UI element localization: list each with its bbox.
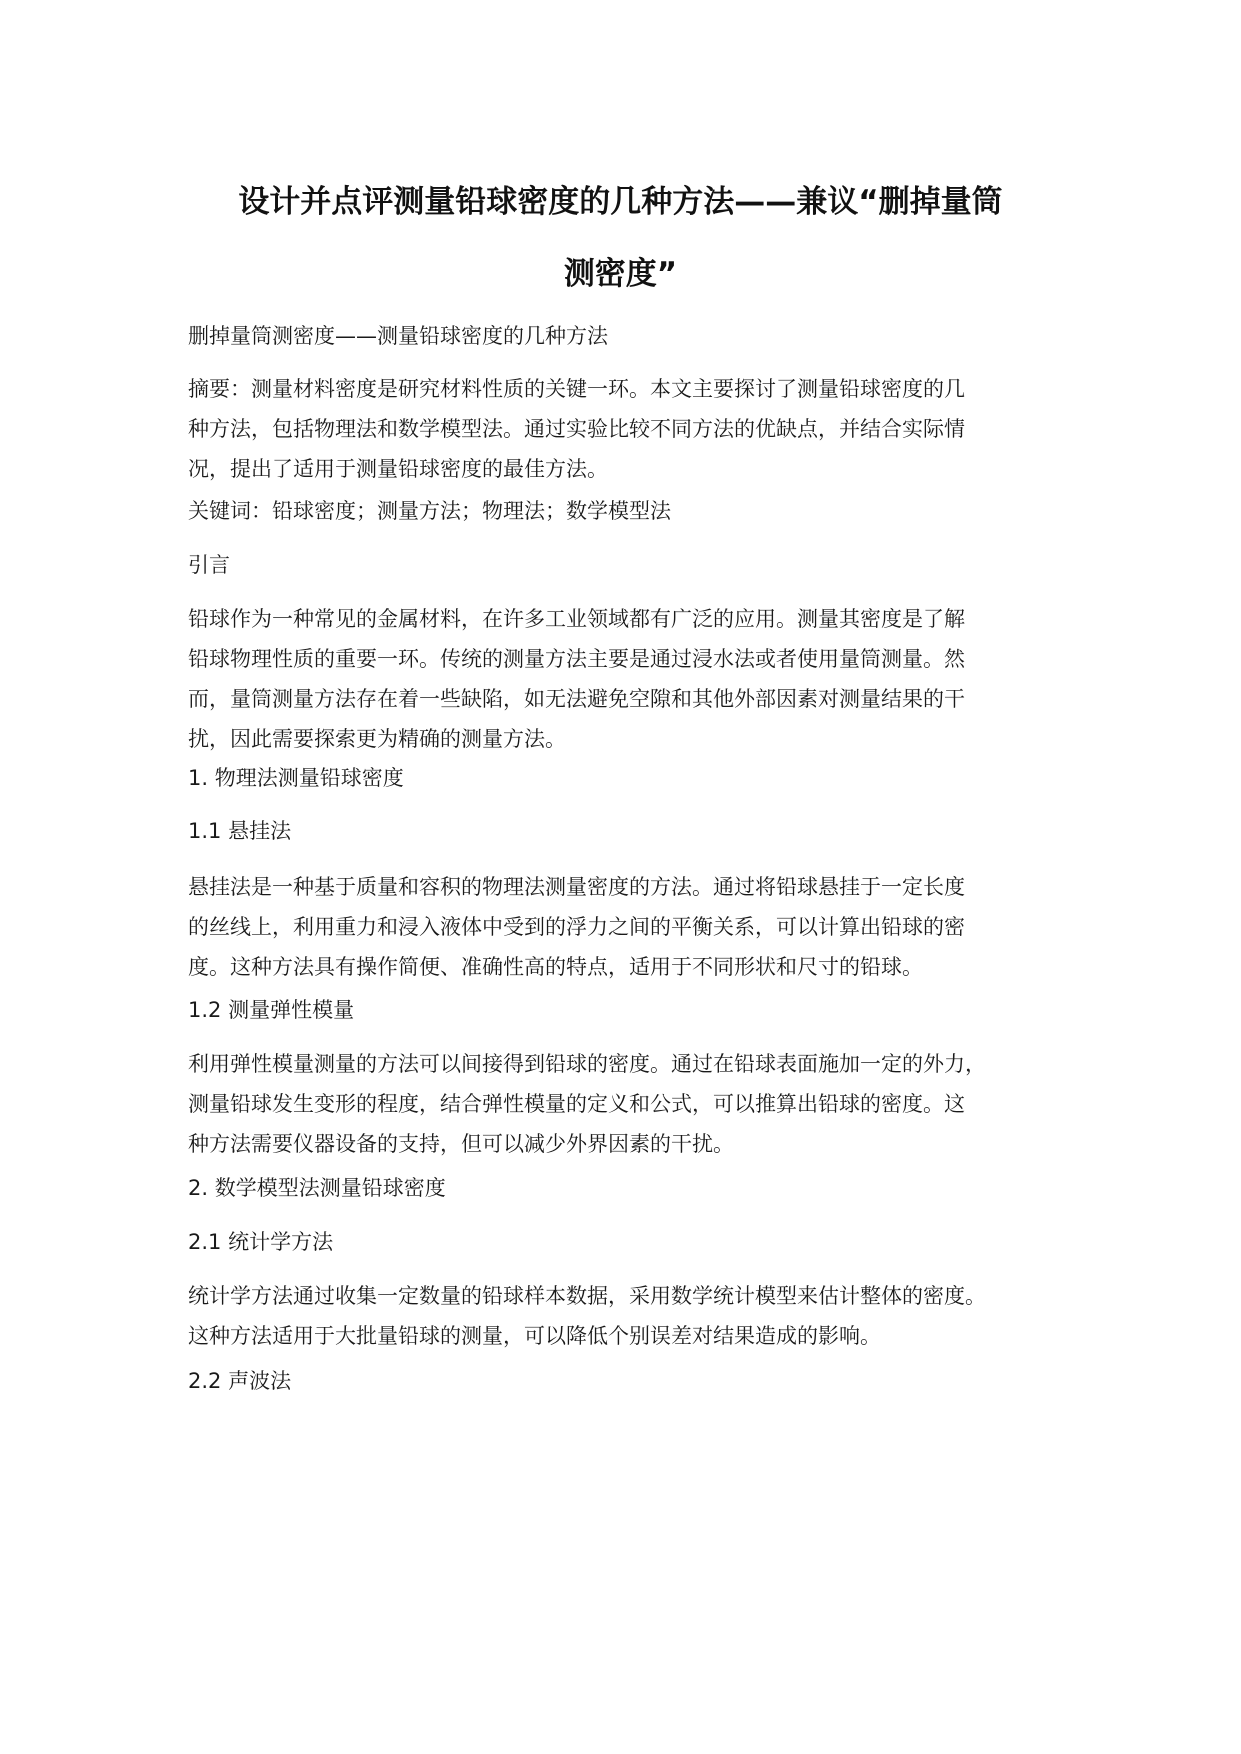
section-2-2-heading: 2.2 声波法: [188, 1369, 292, 1393]
section-1-1-paragraph: [188, 867, 1088, 987]
abstract-paragraph: [188, 369, 1088, 489]
section-1-1-line: 度。这种方法具有操作简便、准确性高的特点，适用于不同形状和尺寸的铅球。: [188, 955, 923, 979]
section-2-1-paragraph: [188, 1276, 1088, 1356]
intro-heading: 引言: [188, 553, 230, 577]
subtitle: 删掉量筒测密度——测量铅球密度的几种方法: [188, 324, 608, 348]
keywords: 关键词：铅球密度；测量方法；物理法；数学模型法: [188, 499, 671, 523]
section-2-1-line: 统计学方法通过收集一定数量的铅球样本数据，采用数学统计模型来估计整体的密度。: [188, 1284, 986, 1308]
section-1-2-line: 利用弹性模量测量的方法可以间接得到铅球的密度。通过在铅球表面施加一定的外力，: [188, 1052, 986, 1076]
section-1-1-heading: 1.1 悬挂法: [188, 819, 292, 843]
document-title-line-2: 测密度”: [563, 256, 678, 292]
intro-paragraph: [188, 599, 1088, 759]
section-1-1-line: 的丝线上，利用重力和浸入液体中受到的浮力之间的平衡关系，可以计算出铅球的密: [188, 915, 965, 939]
section-1-1-line: 悬挂法是一种基于质量和容积的物理法测量密度的方法。通过将铅球悬挂于一定长度: [188, 875, 965, 899]
document-title-line-1: 设计并点评测量铅球密度的几种方法——兼议“删掉量筒: [238, 184, 1003, 220]
section-1-2-line: 测量铅球发生变形的程度，结合弹性模量的定义和公式，可以推算出铅球的密度。这: [188, 1092, 965, 1116]
section-1-2-paragraph: [188, 1044, 1088, 1164]
section-2-heading: 2. 数学模型法测量铅球密度: [188, 1176, 446, 1200]
section-2-1-heading: 2.1 统计学方法: [188, 1230, 334, 1254]
section-2-1-line: 这种方法适用于大批量铅球的测量，可以降低个别误差对结果造成的影响。: [188, 1324, 881, 1348]
intro-line: 而，量筒测量方法存在着一些缺陷，如无法避免空隙和其他外部因素对测量结果的干: [188, 687, 965, 711]
section-1-heading: 1. 物理法测量铅球密度: [188, 766, 404, 790]
abstract-line: 摘要：测量材料密度是研究材料性质的关键一环。本文主要探讨了测量铅球密度的几: [188, 377, 965, 401]
intro-line: 扰，因此需要探索更为精确的测量方法。: [188, 727, 566, 751]
intro-line: 铅球作为一种常见的金属材料，在许多工业领域都有广泛的应用。测量其密度是了解: [188, 607, 965, 631]
section-1-2-heading: 1.2 测量弹性模量: [188, 998, 355, 1022]
section-1-2-line: 种方法需要仪器设备的支持，但可以减少外界因素的干扰。: [188, 1132, 734, 1156]
abstract-line: 种方法，包括物理法和数学模型法。通过实验比较不同方法的优缺点，并结合实际情: [188, 417, 965, 441]
abstract-line: 况，提出了适用于测量铅球密度的最佳方法。: [188, 457, 608, 481]
intro-line: 铅球物理性质的重要一环。传统的测量方法主要是通过浸水法或者使用量筒测量。然: [188, 647, 965, 671]
